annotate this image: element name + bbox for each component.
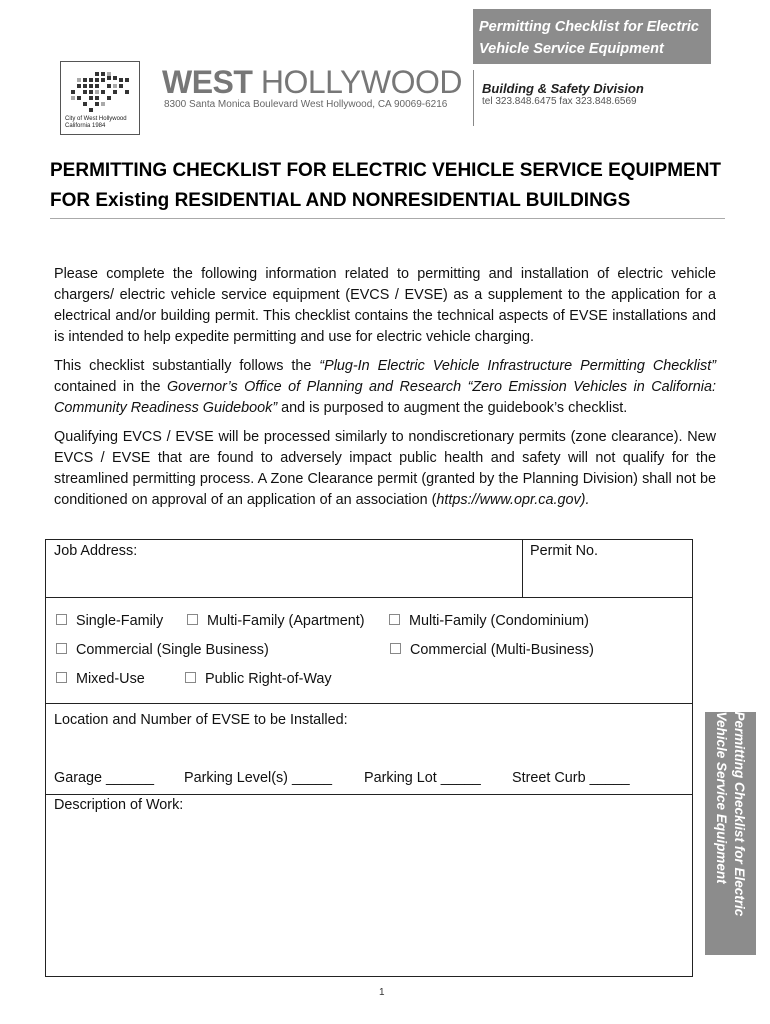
parking-levels-field[interactable]: Parking Level(s) _____: [184, 770, 332, 786]
option-mixed-use[interactable]: [56, 671, 145, 687]
option-multi-family-apartment[interactable]: [187, 613, 365, 629]
city-logo: [60, 61, 140, 135]
p2-text-e: and is purposed to augment the guidebook’s checklist.: [277, 400, 628, 416]
street-curb-field[interactable]: Street Curb _____: [512, 770, 630, 786]
permit-no-label: Permit No.: [530, 543, 598, 559]
description-label: Description of Work:: [54, 797, 184, 813]
p3-text-a: Qualifying EVCS / EVSE will be processed similarly to nondiscretionary permits (zone clearance). New EVCS / EVSE that are found to adversely impact public health and safety will not qualify for the streamlined permitting process. A Zone Clearance permit (granted by the Planning Division) shall not be conditioned on approval of an application of an association (: [54, 429, 716, 508]
single-family-checkbox[interactable]: [56, 614, 67, 625]
location-label: Location and Number of EVSE to be Installed:: [54, 712, 348, 728]
header-divider: [473, 70, 474, 126]
side-tab: [705, 712, 756, 955]
page-number: 1: [379, 987, 385, 998]
logo-caption: [65, 116, 127, 130]
option-public-row[interactable]: [185, 671, 332, 687]
permit-form: [45, 539, 693, 977]
logo-caption-line-1: City of West Hollywood: [65, 116, 127, 122]
public-row-label: Public Right-of-Way: [205, 671, 332, 687]
badge-line-2: Vehicle Service Equipment: [479, 41, 664, 57]
description-input-area[interactable]: [46, 816, 692, 976]
division-name: Building & Safety Division: [482, 81, 644, 96]
side-tab-text: [712, 712, 748, 955]
document-title-line-1: PERMITTING CHECKLIST FOR ELECTRIC VEHICLE SERVICE EQUIPMENT: [50, 160, 722, 181]
opr-link[interactable]: https://www.opr.ca.gov).: [436, 492, 590, 508]
mixed-use-label: Mixed-Use: [76, 671, 145, 687]
option-multi-family-condo[interactable]: [389, 613, 589, 629]
division-contact: tel 323.848.6475 fax 323.848.6569: [482, 96, 637, 107]
paragraph-1: Please complete the following information related to permitting and installation of electric vehicle chargers/ electric vehicle service equipment (EVCS / EVSE) as a supplement to the application for a electrical and/or building permit. This checklist contains the technical aspects of EVSE installations and is intended to help expedite permitting and use for electric vehicle charging.: [54, 266, 716, 345]
city-address: 8300 Santa Monica Boulevard West Hollywood, CA 90069-6216: [164, 99, 448, 110]
row-divider-1: [46, 597, 692, 598]
multi-family-condo-label: Multi-Family (Condominium): [409, 613, 589, 629]
option-commercial-single[interactable]: [56, 642, 269, 658]
document-title: [50, 156, 730, 216]
intro-text: [54, 264, 716, 519]
commercial-multi-label: Commercial (Multi-Business): [410, 642, 594, 658]
document-title-line-2: FOR Existing RESIDENTIAL AND NONRESIDENTIAL BUILDINGS: [50, 190, 631, 211]
parking-lot-field[interactable]: Parking Lot _____: [364, 770, 481, 786]
paragraph-2: [54, 356, 716, 419]
single-family-label: Single-Family: [76, 613, 164, 629]
multi-family-condo-checkbox[interactable]: [389, 614, 400, 625]
job-permit-divider: [522, 540, 523, 597]
multi-family-apartment-checkbox[interactable]: [187, 614, 198, 625]
multi-family-apartment-label: Multi-Family (Apartment): [207, 613, 365, 629]
p2-guidebook-title: Governor’s Office of Planning and Research “Zero Emission Vehicles in California: Community Readiness Guidebook”: [54, 379, 716, 416]
p2-text-a: This checklist substantially follows the: [54, 358, 320, 374]
city-name-bold: WEST: [162, 64, 253, 100]
city-name: [162, 66, 462, 98]
row-divider-2: [46, 703, 692, 704]
commercial-single-label: Commercial (Single Business): [76, 642, 269, 658]
p2-checklist-title: “Plug-In Electric Vehicle Infrastructure Permitting Checklist”: [319, 358, 716, 374]
option-single-family[interactable]: [56, 613, 163, 629]
row-divider-3: [46, 794, 692, 795]
title-rule: [50, 218, 725, 219]
city-name-rest: HOLLYWOOD: [252, 64, 462, 100]
garage-field[interactable]: Garage ______: [54, 770, 155, 786]
public-row-checkbox[interactable]: [185, 672, 196, 683]
p2-text-c: contained in the: [54, 379, 167, 395]
paragraph-3: [54, 427, 716, 511]
side-tab-line-2: Vehicle Service Equipment: [714, 711, 729, 884]
logo-caption-line-2: California 1984: [65, 123, 106, 129]
job-address-label: Job Address:: [54, 543, 138, 559]
side-tab-line-1: Permitting Checklist for Electric: [732, 711, 747, 917]
badge-line-1: Permitting Checklist for Electric: [479, 19, 699, 35]
mixed-use-checkbox[interactable]: [56, 672, 67, 683]
option-commercial-multi[interactable]: [390, 642, 594, 658]
city-seal-icon: [65, 70, 135, 114]
commercial-multi-checkbox[interactable]: [390, 643, 401, 654]
commercial-single-checkbox[interactable]: [56, 643, 67, 654]
title-badge: [473, 9, 711, 64]
